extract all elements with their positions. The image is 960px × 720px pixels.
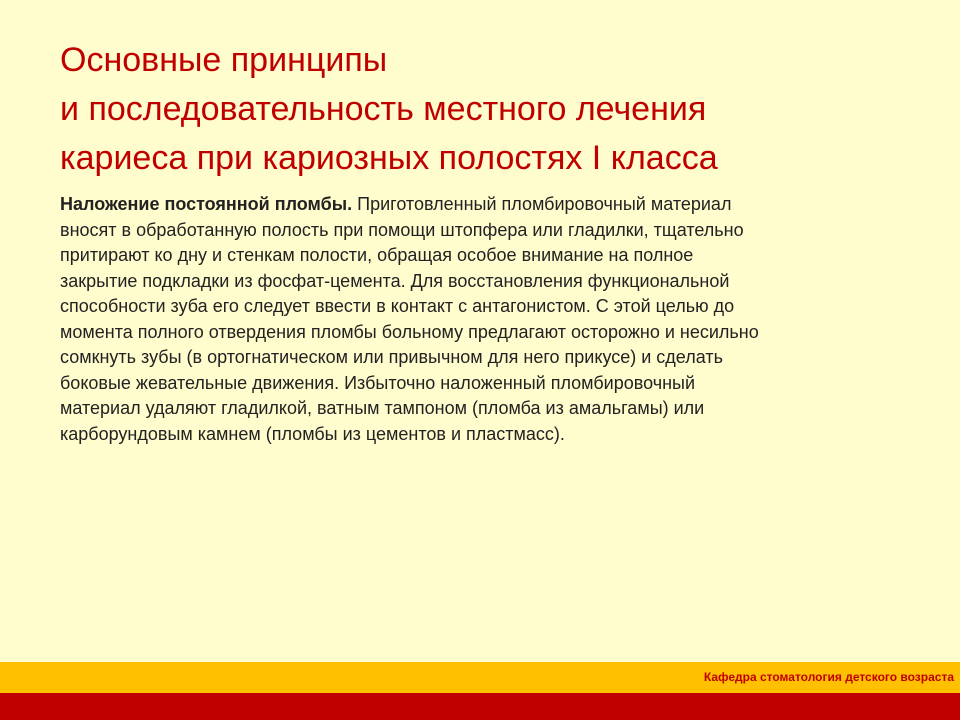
title-line-3: кариеса при кариозных полостях I класса xyxy=(60,139,718,177)
body-line-7: сомкнуть зубы (в ортогнатическом или привычном для него прикусе) и сделать xyxy=(60,347,723,367)
body-line-9: материал удаляют гладилкой, ватным тампоном (пломба из амальгамы) или xyxy=(60,398,705,418)
body-line-5: способности зуба его следует ввести в контакт с антагонистом. С этой целью до xyxy=(60,296,735,316)
body-line-8: боковые жевательные движения. Избыточно наложенный пломбировочный xyxy=(60,372,696,393)
title-line-1: Основные принципы xyxy=(60,41,388,79)
lead-phrase: Наложение постоянной пломбы. xyxy=(60,194,353,214)
body-line-1 xyxy=(60,192,900,218)
body-line-10: карборундовым камнем (пломбы из цементов и пластмасс). xyxy=(60,423,565,444)
body-line-3: притирают ко дну и стенкам полости, обращая особое внимание на полное xyxy=(60,245,694,265)
footer-bottom-bar xyxy=(0,693,960,720)
footer-department-label: Кафедра стоматология детского возраста xyxy=(703,670,954,684)
body-line-1-text: Приготовленный пломбировочный материал xyxy=(352,194,732,214)
body-line-6: момента полного отвердения пломбы больному предлагают осторожно и несильно xyxy=(60,321,759,342)
body-paragraph xyxy=(60,192,900,447)
body-line-2: вносят в обработанную полость при помощи штопфера или гладилки, тщательно xyxy=(60,219,744,240)
title-line-2: и последовательность местного лечения xyxy=(60,90,707,128)
slide-title xyxy=(60,36,920,183)
footer-band xyxy=(0,662,960,693)
body-line-4: закрытие подкладки из фосфат-цемента. Для восстановления функциональной xyxy=(60,270,730,291)
